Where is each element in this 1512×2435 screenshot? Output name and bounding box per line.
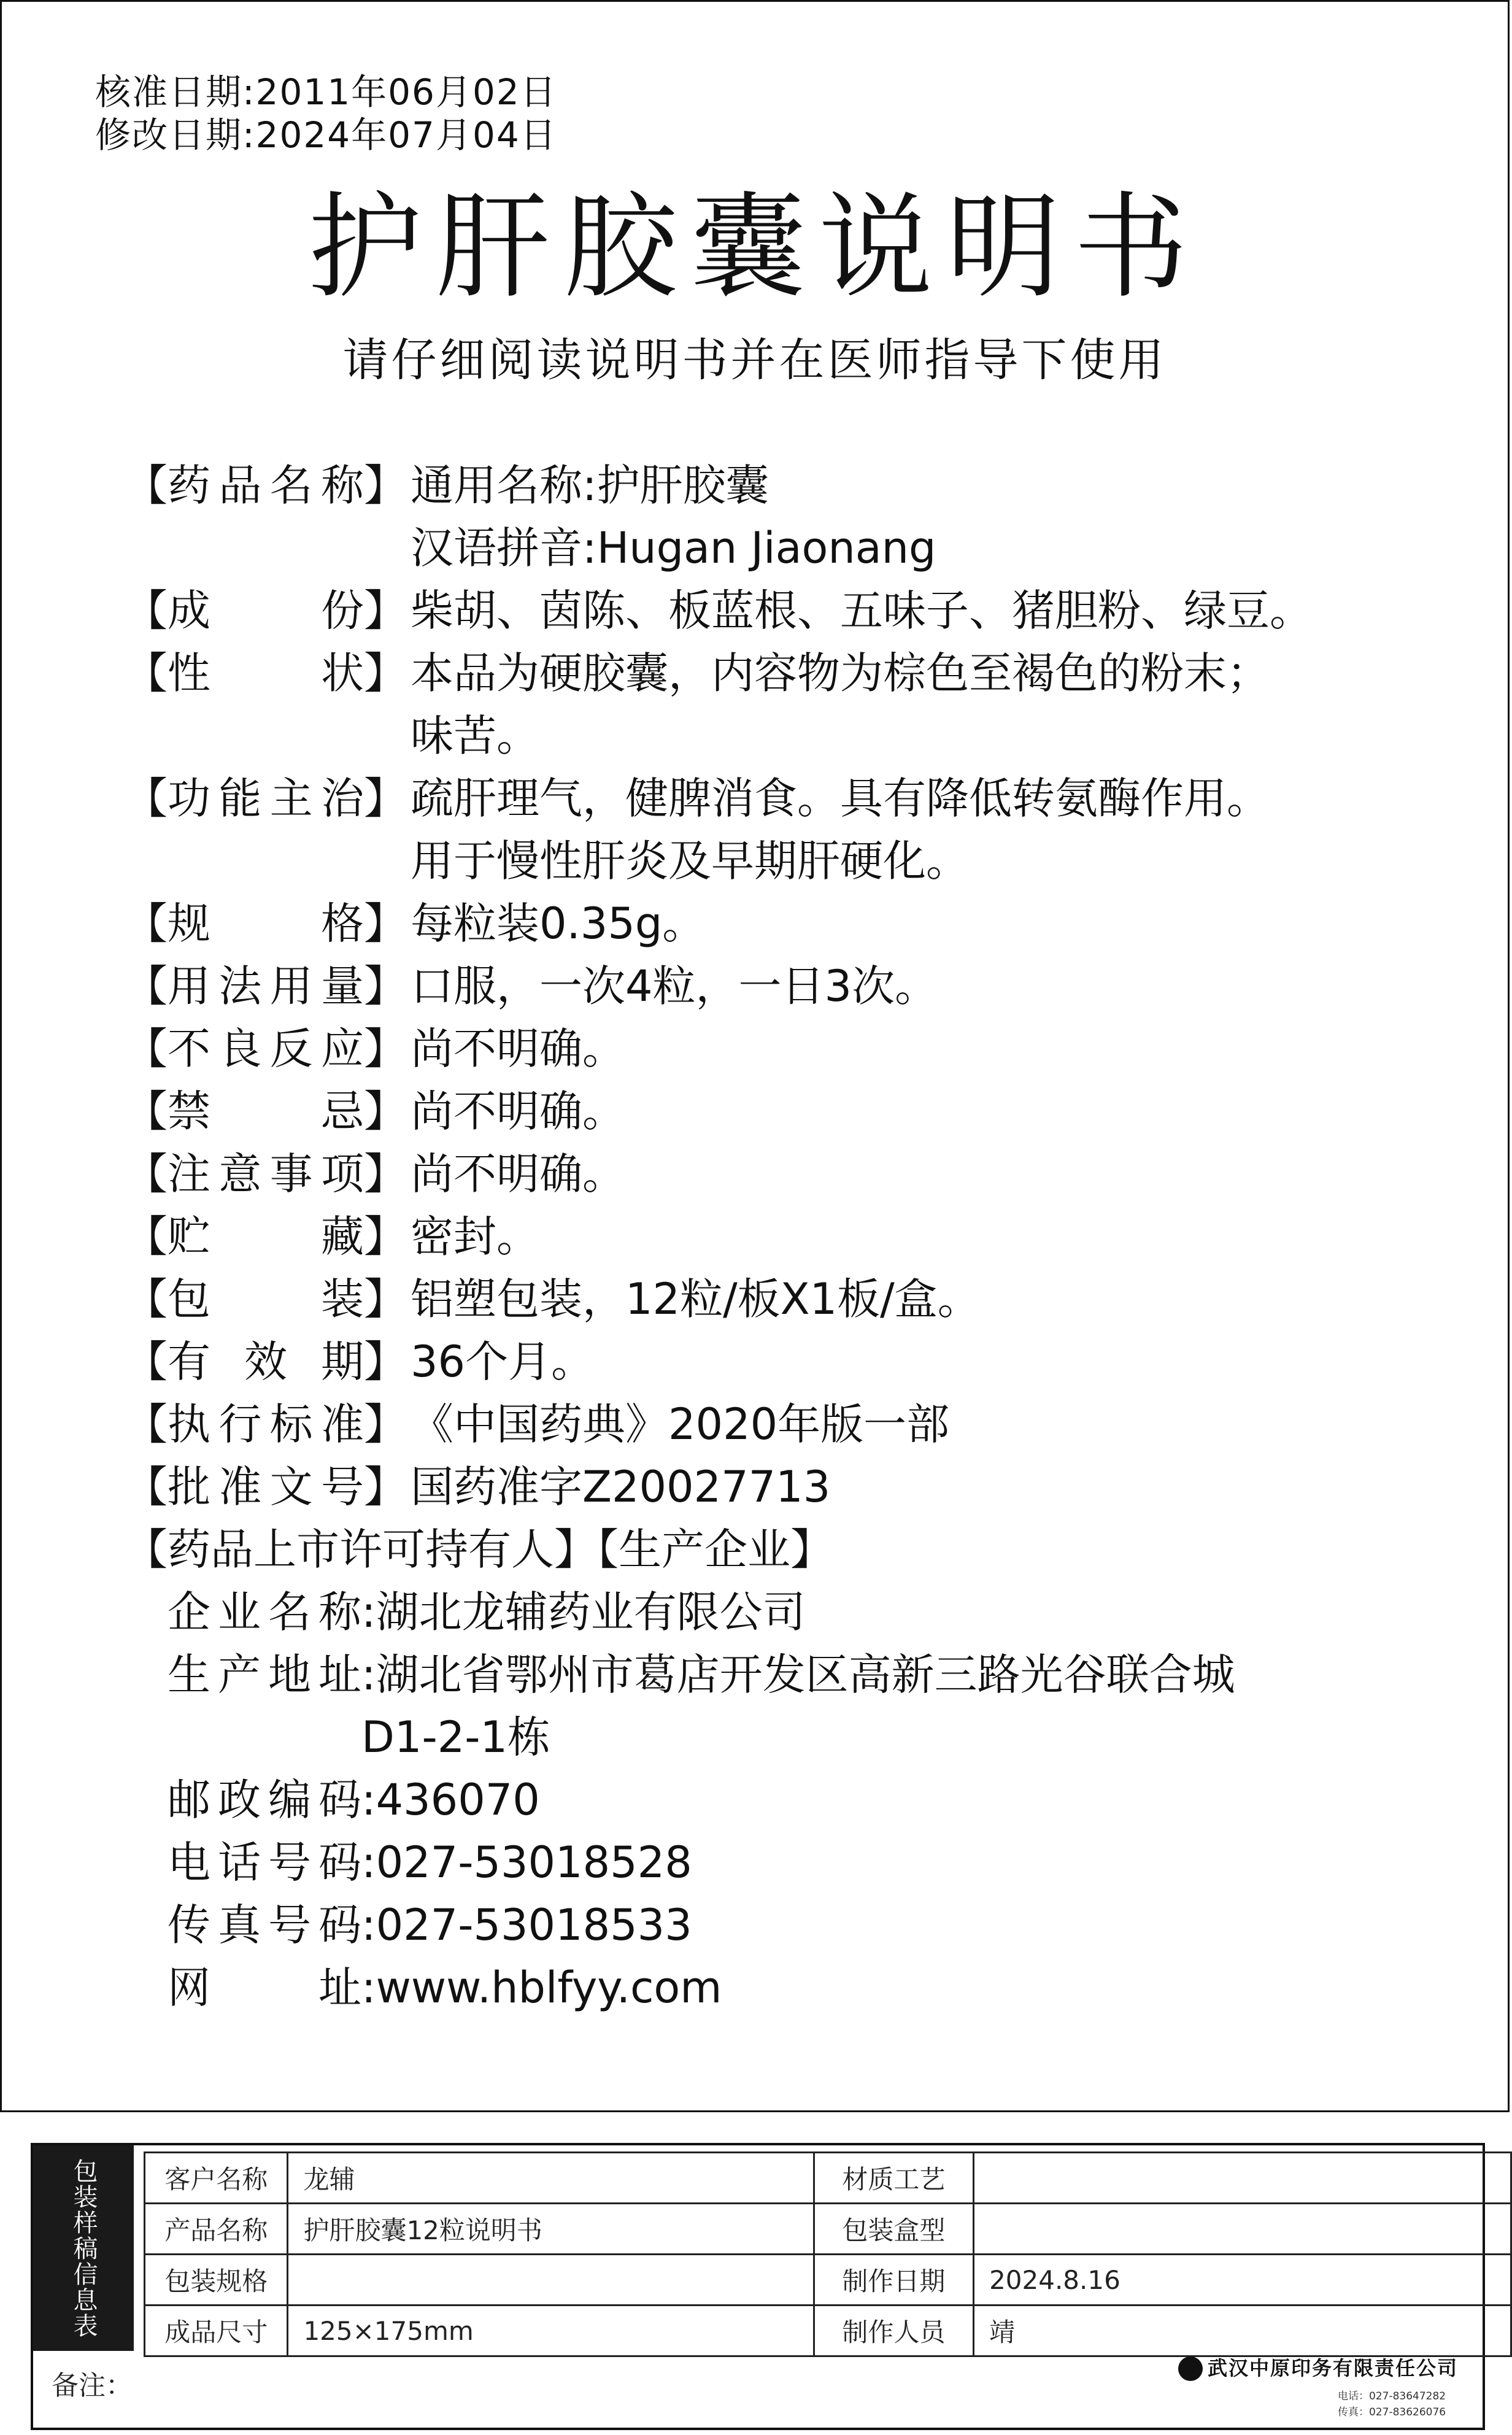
section-label-text: 药品名称 [168,460,364,511]
section-label-text: 禁忌 [168,1086,364,1136]
bracket-close: 】 [364,898,407,949]
bracket-open: 【 [125,1399,168,1449]
proof-field-label: 包装规格 [145,2255,288,2306]
company-field-value: :436070 [361,1775,540,1825]
company-field-value: :www.hblfyy.com [361,1962,722,2013]
company-field-value: :027-53018528 [361,1837,692,1888]
section-text: 尚不明确。 [411,1086,625,1136]
proof-field-value: 靖 [974,2306,1511,2356]
section-text: 每粒装0.35g。 [411,898,706,949]
company-field-label: 网址 [168,1962,361,2013]
printer-name: 武汉中原印务有限责任公司 [1208,2356,1459,2380]
company-field-label: 传真号码 [168,1900,361,1950]
proof-field-value: 护肝胶囊12粒说明书 [288,2204,814,2255]
proof-field-label: 材质工艺 [814,2153,973,2204]
company-field-label: 生产地址 [168,1650,361,1700]
printer-company [1178,2352,1460,2419]
bracket-close: 】 [364,585,407,636]
company-field-value: :湖北省鄂州市葛店开发区高新三路光谷联合城 [361,1650,1235,1700]
bracket-close: 】 [364,773,407,824]
bracket-open: 【 [125,1086,168,1136]
bracket-close: 】 [364,1211,407,1262]
section-text: 36个月。 [411,1337,595,1387]
proof-info-table [144,2151,1512,2357]
proof-info-row [145,2204,1511,2255]
section-text: 尚不明确。 [411,1149,625,1199]
section-text: 口服，一次4粒，一日3次。 [411,961,938,1011]
remark-label: 备注： [52,2370,133,2401]
proof-field-value [288,2255,814,2306]
company-field-value: :027-53018533 [361,1900,692,1950]
printer-logo-icon [1178,2356,1203,2381]
proof-field-label: 成品尺寸 [145,2306,288,2356]
section-label-text: 包装 [168,1274,364,1324]
proof-field-label: 客户名称 [145,2153,288,2204]
holder-heading: 【药品上市许可持有人】【生产企业】 [125,1524,833,1575]
section-label-text: 不良反应 [168,1024,364,1074]
section-text: 用于慢性肝炎及早期肝硬化。 [411,836,969,886]
proof-field-label: 制作人员 [814,2306,973,2356]
bracket-open: 【 [125,961,168,1011]
usage-notice: 请仔细阅读说明书并在医师指导下使用 [342,334,1167,387]
bracket-close: 】 [364,648,407,698]
proof-info-block [31,2143,1485,2430]
section-label-text: 性状 [168,648,364,698]
section-label-text: 规格 [168,898,364,949]
company-field-value: :湖北龙辅药业有限公司 [361,1587,806,1637]
printer-phone: 电话：027-83647282 [1338,2390,1446,2402]
bracket-open: 【 [125,648,168,698]
bracket-open: 【 [125,1149,168,1199]
section-text: 国药准字Z20027713 [411,1462,831,1512]
bracket-close: 】 [364,1399,407,1449]
proof-info-row [145,2153,1511,2204]
bracket-open: 【 [125,1462,168,1512]
company-field-label: 企业名称 [168,1587,361,1637]
bracket-open: 【 [125,898,168,949]
bracket-close: 】 [364,1462,407,1512]
proof-field-value: 125×175mm [288,2306,814,2356]
bracket-open: 【 [125,1274,168,1324]
bracket-close: 】 [364,961,407,1011]
section-label-text: 批准文号 [168,1462,364,1512]
section-label-text: 贮藏 [168,1211,364,1262]
bracket-open: 【 [125,1211,168,1262]
section-label-text: 执行标准 [168,1399,364,1449]
proof-field-value: 2024.8.16 [974,2255,1511,2306]
bracket-open: 【 [125,773,168,824]
document-title: 护肝胶囊说明书 [307,180,1202,314]
bracket-open: 【 [125,1024,168,1074]
proof-field-value [974,2153,1511,2204]
section-text: 本品为硬胶囊，内容物为棕色至褐色的粉末； [411,648,1270,698]
printer-fax: 传真：027-83626076 [1338,2406,1446,2418]
section-text: 柴胡、茵陈、板蓝根、五味子、猪胆粉、绿豆。 [411,585,1313,636]
proof-field-value [974,2204,1511,2255]
section-text: 汉语拼音:Hugan Jiaonang [411,523,936,573]
proof-info-row [145,2306,1511,2356]
proof-field-label: 制作日期 [814,2255,973,2306]
company-field-value: D1-2-1栋 [361,1712,551,1762]
bracket-close: 】 [364,460,407,511]
proof-field-label: 产品名称 [145,2204,288,2255]
section-text: 味苦。 [411,711,539,761]
bracket-close: 】 [364,1274,407,1324]
bracket-close: 】 [364,1337,407,1387]
section-label-text: 功能主治 [168,773,364,824]
proof-info-row [145,2255,1511,2306]
bracket-close: 】 [364,1149,407,1199]
revision-date: 修改日期:2024年07月04日 [95,114,557,156]
section-label-text: 成份 [168,585,364,636]
section-label-text: 注意事项 [168,1149,364,1199]
section-text: 通用名称:护肝胶囊 [411,460,769,511]
bracket-close: 】 [364,1086,407,1136]
bracket-open: 【 [125,585,168,636]
section-text: 《中国药典》2020年版一部 [411,1399,950,1449]
section-text: 铝塑包装，12粒/板X1板/盒。 [411,1274,981,1324]
section-text: 密封。 [411,1211,539,1262]
section-text: 尚不明确。 [411,1024,625,1074]
proof-field-label: 包装盒型 [814,2204,973,2255]
approval-date: 核准日期:2011年06月02日 [95,71,557,113]
company-field-label: 电话号码 [168,1837,361,1888]
section-label-text: 有效期 [168,1337,364,1387]
bracket-open: 【 [125,460,168,511]
bracket-close: 】 [364,1024,407,1074]
bracket-open: 【 [125,1337,168,1387]
section-text: 疏肝理气，健脾消食。具有降低转氨酶作用。 [411,773,1270,824]
section-label-text: 用法用量 [168,961,364,1011]
company-field-label: 邮政编码 [168,1775,361,1825]
proof-info-title: 包装样稿信息表 [33,2145,134,2351]
proof-field-value: 龙辅 [288,2153,814,2204]
